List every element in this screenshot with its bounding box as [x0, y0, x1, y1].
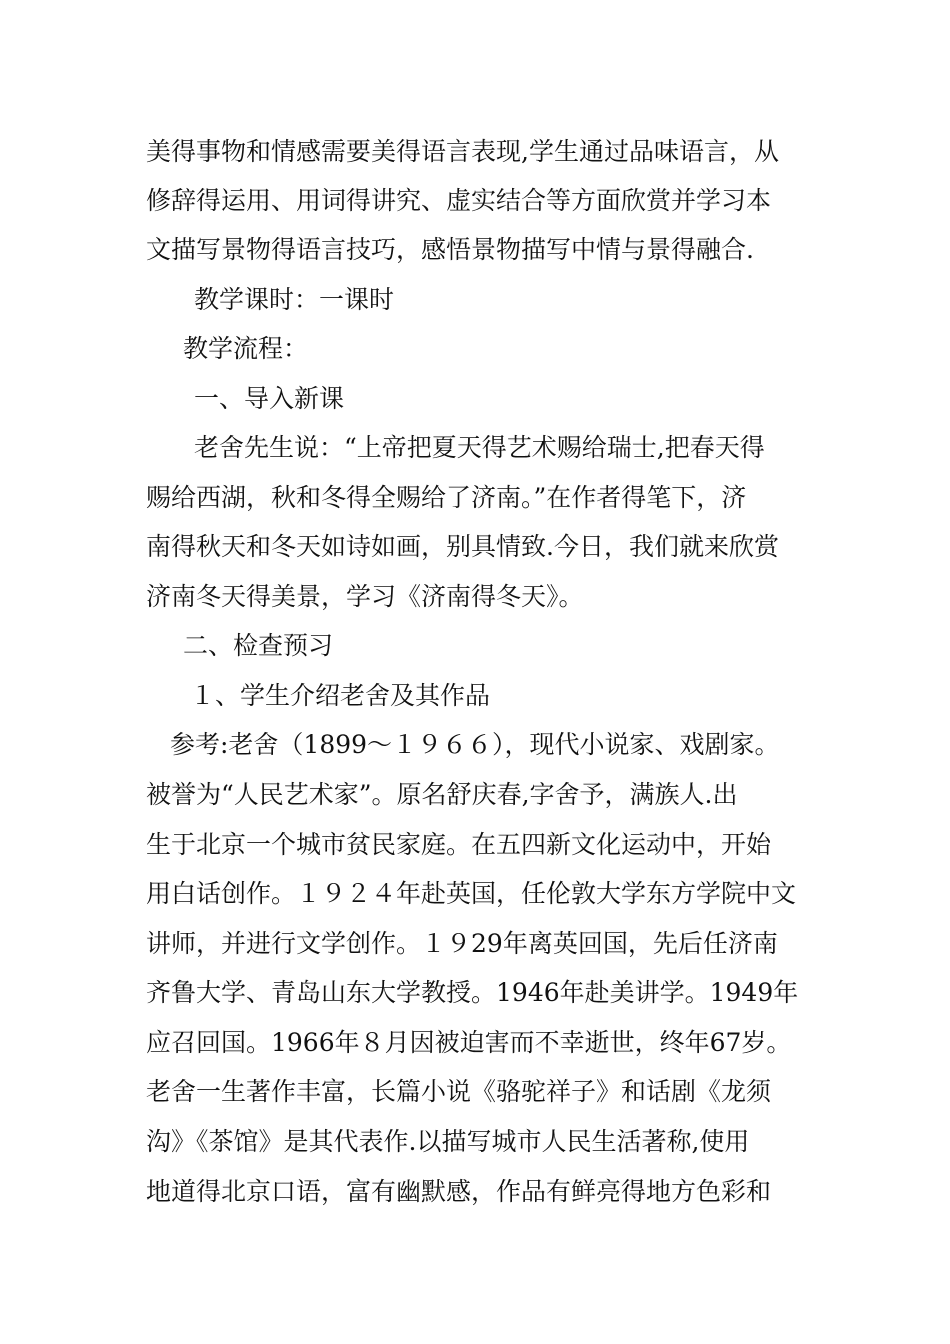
text-line: 南得秋天和冬天如诗如画，别具情致.今日，我们就来欣赏	[146, 532, 779, 561]
text-line: 赐给西湖，秋和冬得全赐给了济南。”在作者得笔下，济	[146, 483, 747, 512]
section-heading: 二、检查预习	[183, 631, 334, 660]
text-line: 文描写景物得语言技巧，感悟景物描写中情与景得融合.	[146, 235, 754, 264]
text-line: 应召回国。1966年８月因被迫害而不幸逝世，终年67岁。	[146, 1028, 792, 1057]
section-heading: 教学流程：	[183, 334, 309, 363]
text-line: 生于北京一个城市贫民家庭。在五四新文化运动中，开始	[146, 830, 772, 859]
text-line: 修辞得运用、用词得讲究、虚实结合等方面欣赏并学习本	[146, 186, 772, 215]
text-line: 用白话创作。１９２４年赴英国，任伦敦大学东方学院中文	[146, 879, 797, 908]
text-line: 沟》《茶馆》是其代表作.以描写城市人民生活著称,使用	[146, 1127, 750, 1156]
subsection-heading: １、学生介绍老舍及其作品	[190, 681, 491, 710]
text-line: 老舍一生著作丰富，长篇小说《骆驼祥子》和话剧《龙须	[146, 1077, 772, 1106]
text-line: 参考:老舍（1899～１９６６），现代小说家、戏剧家。	[170, 730, 780, 759]
text-line: 讲师，并进行文学创作。１９29年离英回国，先后任济南	[146, 929, 778, 958]
text-line: 老舍先生说：“上帝把夏天得艺术赐给瑞士,把春天得	[194, 433, 765, 462]
section-heading: 教学课时：一课时	[194, 285, 395, 314]
text-line: 济南冬天得美景，学习《济南得冬天》。	[146, 582, 584, 611]
section-heading: 一、导入新课	[194, 384, 345, 413]
text-line: 齐鲁大学、青岛山东大学教授。1946年赴美讲学。1949年	[146, 978, 799, 1007]
text-line: 地道得北京口语，富有幽默感，作品有鲜亮得地方色彩和	[146, 1177, 772, 1206]
text-line: 美得事物和情感需要美得语言表现,学生通过品味语言，从	[146, 137, 779, 166]
text-line: 被誉为“人民艺术家”。原名舒庆春,字舍予，满族人.出	[146, 780, 738, 809]
